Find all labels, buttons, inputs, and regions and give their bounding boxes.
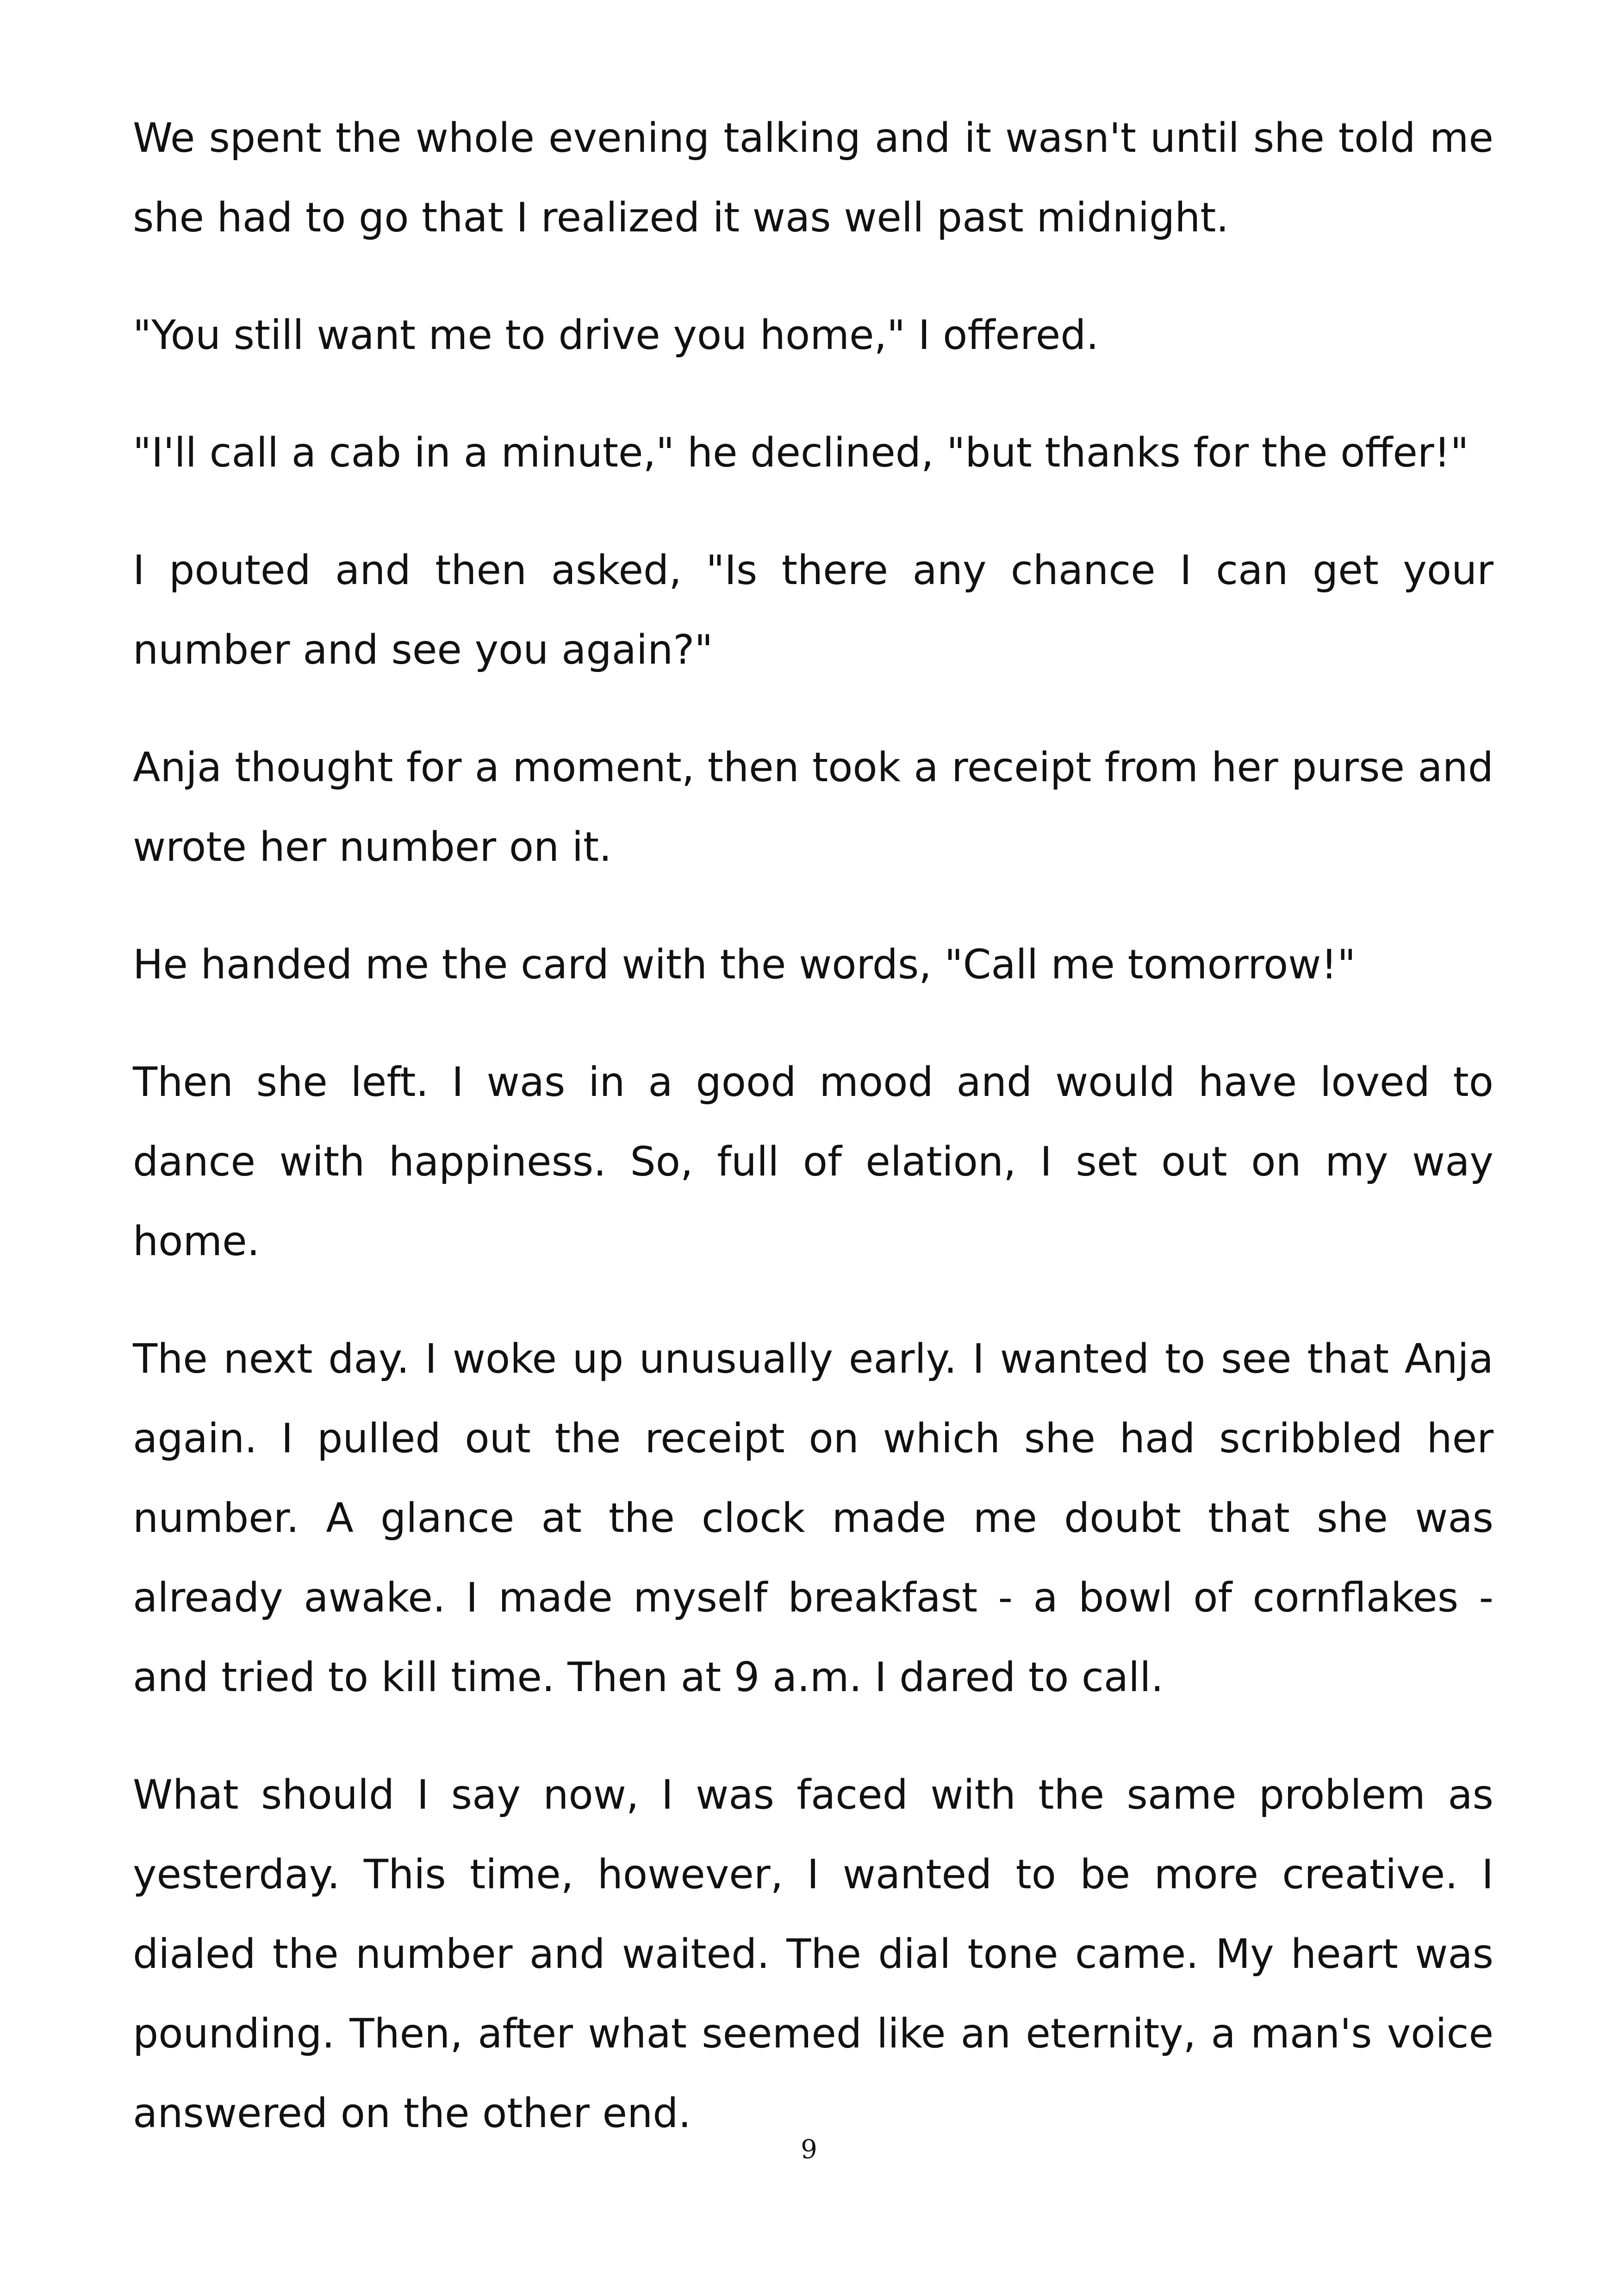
paragraph: Anja thought for a moment, then took a receipt from her purse and wrote her number on it. [133,744,1494,871]
paragraph: I pouted and then asked, "Is there any chance I can get your number and see you again?" [133,547,1494,673]
paragraph: "I'll call a cab in a minute," he declined, "but thanks for the offer!" [133,429,1469,476]
body-text [133,98,1494,2153]
paragraph: Then she left. I was in a good mood and would have loved to dance with happiness. So, full of elation, I set out on my way home. [133,1058,1494,1265]
paragraph: "You still want me to drive you home," I offered. [133,311,1099,359]
paragraph: We spent the whole evening talking and it wasn't until she told me she had to go that I realized it was well past midnight. [133,114,1494,241]
paragraph: The next day. I woke up unusually early. I wanted to see that Anja again. I pulled out the receipt on which she had scribbled her number. A glance at the clock made me doubt that she was already awake. I made myself breakfast - a bowl of cornflakes - and tried to kill time. Then at 9 a.m. I dared to call. [133,1335,1494,1701]
paragraph: He handed me the card with the words, "Call me tomorrow!" [133,941,1356,988]
page-number: 9 [801,2134,817,2165]
paragraph: What should I say now, I was faced with the same problem as yesterday. This time, however, I wanted to be more creative. I dialed the number and waited. The dial tone came. My heart was pounding. Then, after what seemed like an eternity, a man's voice answered on the other end. [133,1771,1494,2137]
